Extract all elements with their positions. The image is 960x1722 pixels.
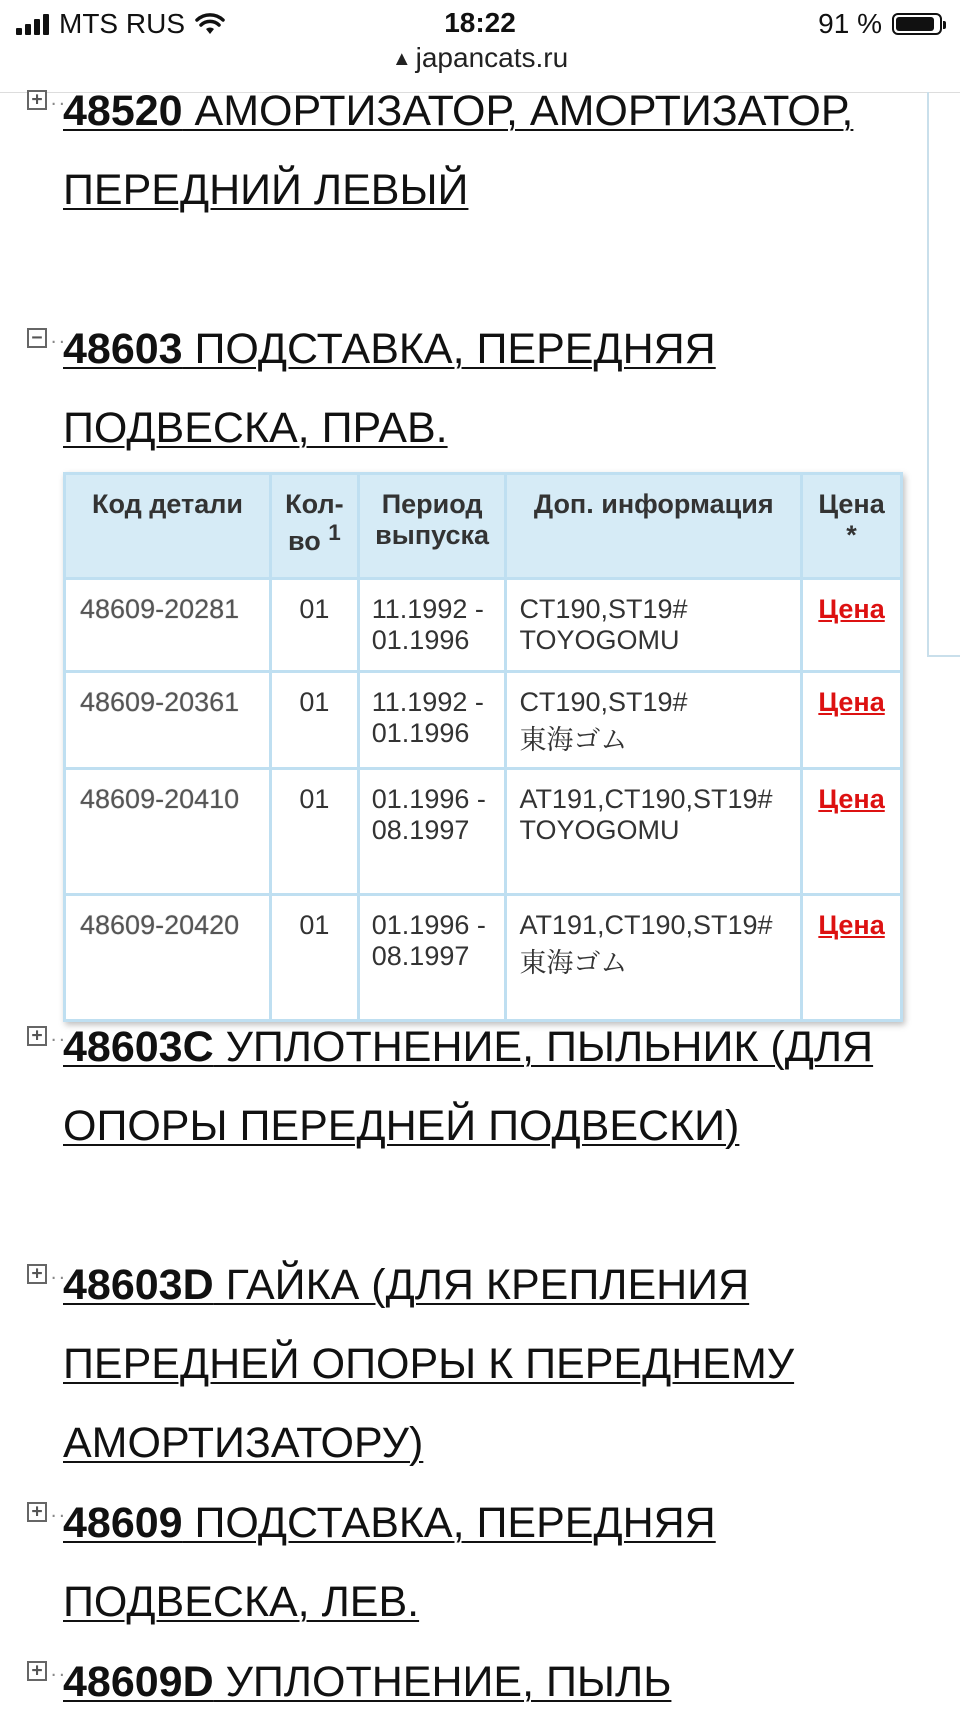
- part-period: 01.1996 - 08.1997: [358, 895, 506, 1021]
- price-cell: [802, 769, 902, 895]
- item-name: АМОРТИЗАТОР, АМОРТИЗАТОР, ПЕРЕДНИЙ ЛЕВЫЙ: [63, 87, 854, 214]
- part-info: CT190,ST19# 東海ゴム: [506, 672, 802, 769]
- table-row: [65, 895, 902, 1021]
- carrier-name: MTS RUS: [59, 8, 185, 39]
- item-link[interactable]: [63, 1008, 923, 1166]
- item-name: ГАЙКА (ДЛЯ КРЕПЛЕНИЯ ПЕРЕДНЕЙ ОПОРЫ К ПЕРЕДНЕМУ АМОРТИЗАТОРУ): [63, 1261, 795, 1467]
- expand-icon[interactable]: + ··: [27, 90, 47, 110]
- item-link[interactable]: [63, 310, 923, 468]
- address-bar[interactable]: [0, 42, 960, 74]
- expand-icon[interactable]: + ··: [27, 1502, 47, 1522]
- part-qty: 01: [271, 769, 359, 895]
- frame-border-bottom: [927, 655, 960, 657]
- battery-icon: [892, 13, 942, 35]
- part-info: CT190,ST19# TOYOGOMU: [506, 579, 802, 672]
- price-link[interactable]: Цена: [818, 910, 885, 940]
- item-code: 48609D: [63, 1658, 214, 1706]
- part-period: 11.1992 - 01.1996: [358, 672, 506, 769]
- parts-table: [63, 472, 903, 1022]
- part-code: 48609-20410: [65, 769, 271, 895]
- item-code: 48520: [63, 87, 183, 135]
- expand-icon[interactable]: + ··: [27, 1661, 47, 1681]
- clock: 18:22: [444, 7, 516, 38]
- item-code: 48609: [63, 1499, 183, 1547]
- item-name: ПОДСТАВКА, ПЕРЕДНЯЯ ПОДВЕСКА, ПРАВ.: [63, 325, 716, 452]
- part-info: AT191,CT190,ST19# 東海ゴム: [506, 895, 802, 1021]
- item-name: УПЛОТНЕНИЕ, ПЫЛЬНИК (ДЛЯ ОПОРЫ ПЕРЕДНЕЙ ПОДВЕСКИ): [63, 1023, 874, 1150]
- status-right: [818, 8, 942, 40]
- item-link[interactable]: [63, 1246, 923, 1483]
- part-period: 11.1992 - 01.1996: [358, 579, 506, 672]
- table-row: [65, 769, 902, 895]
- item-link[interactable]: [63, 1484, 923, 1642]
- battery-fill: [896, 17, 934, 31]
- price-cell: [802, 579, 902, 672]
- part-code: 48609-20281: [65, 579, 271, 672]
- item-name: ПОДСТАВКА, ПЕРЕДНЯЯ ПОДВЕСКА, ЛЕВ.: [63, 1499, 716, 1626]
- expand-icon[interactable]: + ··: [27, 1026, 47, 1046]
- header-code: Код детали: [65, 474, 271, 579]
- url-text: japancats.ru: [415, 42, 569, 73]
- header-period: Период выпуска: [358, 474, 506, 579]
- part-qty: 01: [271, 895, 359, 1021]
- part-period: 01.1996 - 08.1997: [358, 769, 506, 895]
- price-link[interactable]: Цена: [818, 594, 885, 624]
- header-price: Цена *: [802, 474, 902, 579]
- table-row: [65, 579, 902, 672]
- price-link[interactable]: Цена: [818, 687, 885, 717]
- part-code: 48609-20361: [65, 672, 271, 769]
- part-qty: 01: [271, 579, 359, 672]
- price-link[interactable]: Цена: [818, 784, 885, 814]
- price-cell: [802, 895, 902, 1021]
- part-qty: 01: [271, 672, 359, 769]
- item-code: 48603D: [63, 1261, 214, 1309]
- item-name: УПЛОТНЕНИЕ, ПЫЛЬ: [213, 1658, 672, 1706]
- battery-percent: 91 %: [818, 8, 882, 39]
- item-link[interactable]: [63, 72, 923, 230]
- item-code: 48603: [63, 325, 183, 373]
- table-header-row: [65, 474, 902, 579]
- item-code: 48603C: [63, 1023, 214, 1071]
- collapse-icon[interactable]: − ··: [27, 328, 47, 348]
- expand-icon[interactable]: + ··: [27, 1264, 47, 1284]
- warning-icon: ▲: [391, 48, 412, 70]
- frame-border: [927, 92, 929, 657]
- price-cell: [802, 672, 902, 769]
- header-qty: Кол-во $^1$: [271, 474, 359, 579]
- part-code: 48609-20420: [65, 895, 271, 1021]
- header-info: Доп. информация: [506, 474, 802, 579]
- item-link[interactable]: [63, 1643, 923, 1722]
- part-info: AT191,CT190,ST19# TOYOGOMU: [506, 769, 802, 895]
- table-row: [65, 672, 902, 769]
